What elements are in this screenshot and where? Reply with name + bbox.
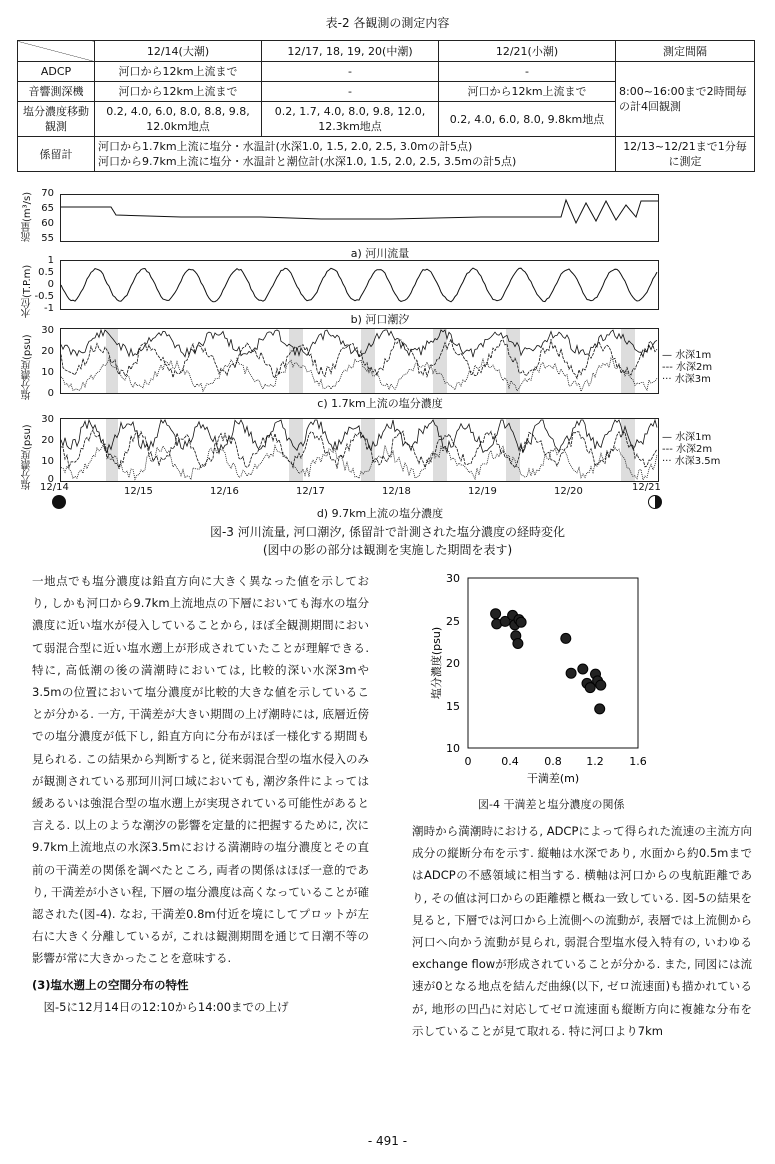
date-label: 12/16 [210,486,239,497]
panel-d-legend [662,432,720,468]
tick: 0 [47,279,54,290]
tick: 0.5 [38,267,54,278]
legend-item: — 水深1m [662,432,712,443]
y-tick: 15 [446,700,460,713]
scatter-point [516,617,526,627]
tick: 0 [47,474,54,485]
panel-c-ylabel: 塩分濃度(psu) [22,334,33,400]
legend-item: --- 水深2m [662,362,713,373]
y-tick: 10 [446,742,460,755]
tick: 20 [41,346,54,357]
salinity-1-7km-lines [61,329,658,393]
panel-d-plot [60,418,659,482]
panel-a-ylabel: 流量(m³/s) [22,191,33,242]
tick: 0 [47,388,54,399]
paragraph: 潮時から満潮時における, ADCPによって得られた流速の主流方向成分の縦断分布を示す. 縦軸は水深であり, 水面から約0.5mまではADCPの不感領域に相当する. 横軸は河口からの曳航距離であり, その値は河口からの距離標と概ね一致している. 図-5の結果を見ると, 下層では河口から上流側への流動が, 表層では上流側から河口へ向かう流動が見られ, 弱混合型塩水侵入特有の, いわゆるexchange flowが形成されていることが分かる. また, 同図には流速が0となる地点を結んだ曲線(以下, ゼロ流速面)も描かれているが, 地形の凹凸に対応してゼロ流速面も縦断方向に複雑な分布を示していることが見て取れる. 特に河口より7km [412,824,752,1038]
scatter-point [595,704,605,714]
cell: - [262,62,439,82]
date-label: 12/19 [468,486,497,497]
date-label: 12/18 [382,486,411,497]
date-label: 12/20 [554,486,583,497]
scatter-point [513,639,523,649]
figure3-caption-note: (図中の影の部分は観測を実施した期間を表す) [262,543,513,557]
cell: 河口から12km上流まで [95,62,262,82]
half-moon-icon [648,495,662,509]
tick: 60 [41,218,54,229]
cell: 河口から12km上流まで [439,82,616,102]
panel-c-caption: c) 1.7km上流の塩分濃度 [317,397,443,410]
header-neap-tide: 12/21(小潮) [439,41,616,62]
y-axis-label: 塩分濃度(psu) [430,626,443,700]
tick: 70 [41,188,54,199]
legend-item: --- 水深2m [662,444,713,455]
date-label: 12/21 [632,482,661,493]
scatter-point [566,668,576,678]
salinity-9-7km-lines [61,419,658,481]
full-moon-icon [52,495,66,509]
cell: 河口から12km上流まで [95,82,262,102]
tick: 10 [41,456,54,467]
legend-item: — 水深1m [662,350,712,361]
x-tick: 0.8 [544,755,562,768]
tick: 20 [41,435,54,446]
legend-item: ··· 水深3m [662,374,711,385]
header-middle-tide: 12/17, 18, 19, 20(中潮) [262,41,439,62]
panel-b-caption: b) 河口潮汐 [350,313,410,326]
date-label: 12/14 [40,482,69,493]
body-text-left [32,570,369,1018]
tick: 1 [47,255,54,266]
row-label-salinity-survey: 塩分濃度移動観測 [18,102,95,137]
tick: -0.5 [34,291,54,302]
cell: - [439,62,616,82]
mooring-cell [95,137,616,172]
row-label-adcp: ADCP [18,62,95,82]
scatter-point [578,664,588,674]
panel-d-ylabel: 塩分濃度(psu) [22,424,33,490]
interval-cell-1: 8:00~16:00まで2時間毎の計4回観測 [616,62,755,137]
tick: -1 [44,303,54,314]
interval-cell-2: 12/13~12/21まで1分毎に測定 [616,137,755,172]
row-label-mooring: 係留計 [18,137,95,172]
river-discharge-line [61,195,658,241]
mooring-line-2: 河口から9.7km上流に塩分・水温計と潮位計(水深1.0, 1.5, 2.0, 2.5, 3.5mの計5点) [98,155,517,168]
cell: 0.2, 4.0, 6.0, 8.0, 8.8, 9.8, 12.0km地点 [95,102,262,137]
measurement-table [17,40,755,172]
x-tick: 0 [464,755,472,768]
x-tick: 1.6 [629,755,647,768]
panel-c-plot [60,328,659,394]
panel-d-caption: d) 9.7km上流の塩分濃度 [316,507,444,520]
header-spring-tide: 12/14(大潮) [95,41,262,62]
tick: 30 [41,325,54,336]
section-heading: (3)塩水遡上の空間分布の特性 [32,977,189,992]
figure4-scatter [430,560,700,795]
scatter-point [596,680,606,690]
panel-a-plot [60,194,659,242]
x-axis-label: 干満差(m) [526,772,580,785]
row-label-sounder: 音響測深機 [18,82,95,102]
panel-c-legend [662,350,712,386]
tick: 55 [41,233,54,244]
cell: 0.2, 4.0, 6.0, 8.0, 9.8km地点 [439,102,616,137]
x-tick: 0.4 [501,755,519,768]
y-tick: 25 [446,615,460,628]
date-label: 12/15 [124,486,153,497]
legend-item: ··· 水深3.5m [662,456,721,467]
tick: 65 [41,203,54,214]
cell: 0.2, 1.7, 4.0, 8.0, 9.8, 12.0, 12.3km地点 [262,102,439,137]
page-number: - 491 - [367,1134,408,1148]
panel-b-ylabel: 水位(T.P.m) [22,264,33,318]
mooring-line-1: 河口から1.7km上流に塩分・水温計(水深1.0, 1.5, 2.0, 2.5, 3.0mの計5点) [98,140,473,153]
panel-a-caption: a) 河川流量 [350,247,410,260]
y-tick: 20 [446,657,460,670]
paragraph: 一地点でも塩分濃度は鉛直方向に大きく異なった値を示しており, しかも河口から9.7km上流地点の下層においても海水の塩分濃度に近い塩水が侵入していることから, ほぼ全観測期間において弱混合型に近い塩水遡上が形成されていたことが理解できる. 特に, 高低潮の後の満潮時においては, 比較的深い水深3mや3.5mの位置において塩分濃度が比較的大きな値を示していることが分かる. 一方, 干満差が大きい期間の上げ潮時には, 底層近傍での塩分濃度が低下し, 鉛直方向に分布がほぼ一様化する期間も見られる. この結果から判断すると, 従来弱混合型の塩水侵入のみが観測されている那珂川河口域においても, 潮汐条件によっては緩あるいは強混合型の塩水遡上が実現されている可能性があると言える. 以上のような潮汐の影響を定量的に把握するために, 次に9.7km上流地点の水深3.5mにおける満潮時の塩分濃度とその直前の干満差の関係を調べたところ, 両者の関係はほぼ一意的であり, 干満差が小さい程, 下層の塩分濃度は高くなっていることが確認された(図-4). なお, 干満差0.8m付近を境にしてプロットが左右に大きく分離しているが, これは観測期間を通じて日潮不等の影響が常に大きかったことを意味する. [32,574,369,966]
figure3-caption: 図-3 河川流量, 河口潮汐, 係留計で計測された塩分濃度の経時変化 [209,525,566,539]
scatter-points [491,609,606,714]
plot-frame [468,578,638,748]
y-tick: 30 [446,572,460,585]
tide-line [61,261,658,309]
table-corner [18,41,95,62]
figure4-caption: 図-4 干満差と塩分濃度の関係 [478,798,625,811]
scatter-point [491,609,501,619]
tick: 10 [41,367,54,378]
x-tick: 1.2 [586,755,604,768]
scatter-point [561,633,571,643]
paragraph: 図-5に12月14日の12:10から14:00までの上げ [43,999,289,1014]
tick: 30 [41,414,54,425]
table-title: 表-2 各観測の測定内容 [325,16,450,30]
header-interval: 測定間隔 [616,41,755,62]
cell: - [262,82,439,102]
body-text-right [412,820,752,1042]
panel-b-plot [60,260,659,310]
date-label: 12/17 [296,486,325,497]
